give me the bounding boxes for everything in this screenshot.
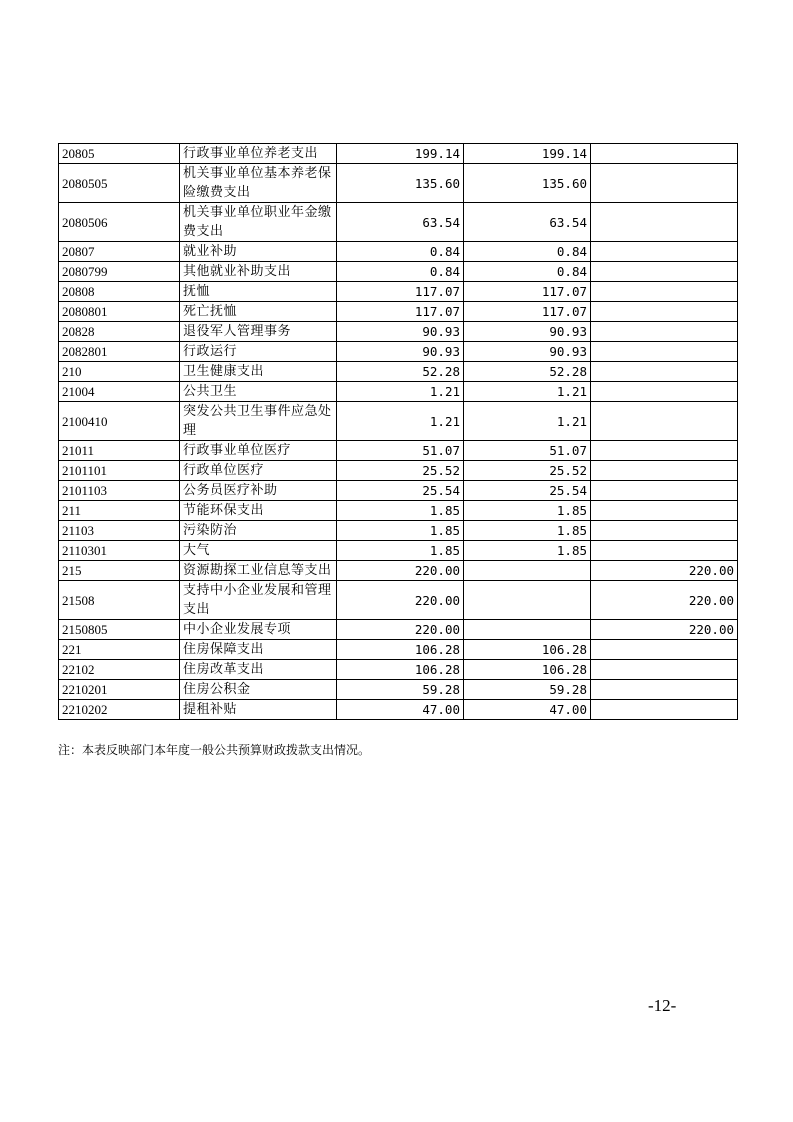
cell-name: 污染防治: [180, 521, 337, 541]
cell-name: 行政事业单位养老支出: [180, 144, 337, 164]
table-row: [59, 242, 738, 262]
cell-name: 住房改革支出: [180, 660, 337, 680]
cell-total: 220.00: [337, 620, 464, 640]
cell-name: 公共卫生: [180, 382, 337, 402]
cell-total: 1.85: [337, 541, 464, 561]
cell-name: 其他就业补助支出: [180, 262, 337, 282]
cell-code: 2150805: [59, 620, 180, 640]
table-row: [59, 680, 738, 700]
cell-code: 20807: [59, 242, 180, 262]
cell-name: 退役军人管理事务: [180, 322, 337, 342]
cell-code: 2100410: [59, 402, 180, 441]
cell-basic: 1.21: [464, 382, 591, 402]
cell-basic: [464, 581, 591, 620]
cell-project: [591, 501, 738, 521]
cell-basic: 0.84: [464, 262, 591, 282]
cell-basic: 117.07: [464, 302, 591, 322]
cell-basic: 1.21: [464, 402, 591, 441]
table-row: [59, 501, 738, 521]
cell-total: 59.28: [337, 680, 464, 700]
cell-name: 死亡抚恤: [180, 302, 337, 322]
cell-name: 住房公积金: [180, 680, 337, 700]
table-row: [59, 441, 738, 461]
cell-code: 21011: [59, 441, 180, 461]
cell-code: 210: [59, 362, 180, 382]
cell-basic: 90.93: [464, 322, 591, 342]
cell-total: 199.14: [337, 144, 464, 164]
table-row: [59, 322, 738, 342]
cell-code: 21508: [59, 581, 180, 620]
cell-project: [591, 481, 738, 501]
budget-table-body: [59, 144, 738, 720]
cell-total: 220.00: [337, 581, 464, 620]
table-row: [59, 660, 738, 680]
cell-code: 2210201: [59, 680, 180, 700]
cell-total: 25.54: [337, 481, 464, 501]
cell-name: 大气: [180, 541, 337, 561]
cell-project: [591, 660, 738, 680]
cell-project: [591, 441, 738, 461]
cell-project: [591, 164, 738, 203]
cell-code: 2210202: [59, 700, 180, 720]
cell-project: [591, 144, 738, 164]
table-row: [59, 144, 738, 164]
cell-basic: 47.00: [464, 700, 591, 720]
table-row: [59, 362, 738, 382]
cell-total: 220.00: [337, 561, 464, 581]
cell-basic: 25.52: [464, 461, 591, 481]
cell-project: [591, 541, 738, 561]
table-row: [59, 581, 738, 620]
table-row: [59, 382, 738, 402]
cell-basic: 25.54: [464, 481, 591, 501]
cell-total: 117.07: [337, 282, 464, 302]
cell-code: 2101101: [59, 461, 180, 481]
table-row: [59, 164, 738, 203]
cell-code: 2110301: [59, 541, 180, 561]
cell-code: 2080799: [59, 262, 180, 282]
cell-project: [591, 700, 738, 720]
cell-name: 提租补贴: [180, 700, 337, 720]
cell-project: 220.00: [591, 620, 738, 640]
page-number: -12-: [648, 996, 677, 1015]
table-row: [59, 640, 738, 660]
cell-code: 2080506: [59, 203, 180, 242]
table-row: [59, 541, 738, 561]
cell-name: 抚恤: [180, 282, 337, 302]
cell-name: 突发公共卫生事件应急处理: [180, 402, 337, 441]
cell-total: 51.07: [337, 441, 464, 461]
cell-total: 117.07: [337, 302, 464, 322]
cell-code: 20828: [59, 322, 180, 342]
cell-name: 节能环保支出: [180, 501, 337, 521]
cell-total: 106.28: [337, 660, 464, 680]
cell-code: 2082801: [59, 342, 180, 362]
cell-basic: 52.28: [464, 362, 591, 382]
cell-name: 机关事业单位职业年金缴费支出: [180, 203, 337, 242]
table-note: 注：本表反映部门本年度一般公共预算财政拨款支出情况。: [58, 743, 371, 757]
table-row: [59, 302, 738, 322]
cell-name: 住房保障支出: [180, 640, 337, 660]
cell-project: 220.00: [591, 561, 738, 581]
budget-table: [58, 143, 738, 720]
cell-project: [591, 680, 738, 700]
cell-project: [591, 203, 738, 242]
table-row: [59, 620, 738, 640]
cell-code: 221: [59, 640, 180, 660]
cell-code: 215: [59, 561, 180, 581]
cell-project: [591, 242, 738, 262]
cell-basic: 51.07: [464, 441, 591, 461]
cell-name: 机关事业单位基本养老保险缴费支出: [180, 164, 337, 203]
cell-code: 2080801: [59, 302, 180, 322]
cell-project: [591, 362, 738, 382]
cell-name: 就业补助: [180, 242, 337, 262]
cell-project: 220.00: [591, 581, 738, 620]
cell-project: [591, 461, 738, 481]
cell-total: 106.28: [337, 640, 464, 660]
cell-project: [591, 322, 738, 342]
cell-name: 公务员医疗补助: [180, 481, 337, 501]
cell-project: [591, 302, 738, 322]
cell-total: 63.54: [337, 203, 464, 242]
cell-name: 中小企业发展专项: [180, 620, 337, 640]
cell-basic: 106.28: [464, 640, 591, 660]
cell-project: [591, 521, 738, 541]
cell-basic: 117.07: [464, 282, 591, 302]
cell-code: 22102: [59, 660, 180, 680]
cell-total: 47.00: [337, 700, 464, 720]
cell-basic: 90.93: [464, 342, 591, 362]
cell-basic: [464, 561, 591, 581]
table-row: [59, 521, 738, 541]
cell-project: [591, 342, 738, 362]
cell-total: 90.93: [337, 322, 464, 342]
cell-code: 211: [59, 501, 180, 521]
cell-basic: 63.54: [464, 203, 591, 242]
cell-project: [591, 402, 738, 441]
cell-basic: 1.85: [464, 541, 591, 561]
cell-basic: 0.84: [464, 242, 591, 262]
cell-basic: 1.85: [464, 501, 591, 521]
cell-total: 0.84: [337, 242, 464, 262]
cell-name: 支持中小企业发展和管理支出: [180, 581, 337, 620]
table-row: [59, 342, 738, 362]
cell-total: 1.85: [337, 521, 464, 541]
cell-total: 52.28: [337, 362, 464, 382]
cell-total: 90.93: [337, 342, 464, 362]
cell-basic: [464, 620, 591, 640]
cell-project: [591, 262, 738, 282]
cell-total: 1.21: [337, 402, 464, 441]
table-row: [59, 461, 738, 481]
cell-basic: 199.14: [464, 144, 591, 164]
cell-basic: 59.28: [464, 680, 591, 700]
cell-project: [591, 640, 738, 660]
cell-total: 1.21: [337, 382, 464, 402]
cell-name: 行政运行: [180, 342, 337, 362]
table-row: [59, 481, 738, 501]
table-row: [59, 700, 738, 720]
table-row: [59, 282, 738, 302]
cell-total: 0.84: [337, 262, 464, 282]
cell-basic: 135.60: [464, 164, 591, 203]
cell-code: 21004: [59, 382, 180, 402]
cell-project: [591, 282, 738, 302]
cell-code: 21103: [59, 521, 180, 541]
cell-code: 2080505: [59, 164, 180, 203]
cell-name: 行政单位医疗: [180, 461, 337, 481]
cell-total: 1.85: [337, 501, 464, 521]
cell-code: 20808: [59, 282, 180, 302]
cell-basic: 1.85: [464, 521, 591, 541]
table-row: [59, 203, 738, 242]
cell-name: 资源勘探工业信息等支出: [180, 561, 337, 581]
cell-total: 25.52: [337, 461, 464, 481]
cell-total: 135.60: [337, 164, 464, 203]
table-row: [59, 402, 738, 441]
table-row: [59, 561, 738, 581]
cell-name: 卫生健康支出: [180, 362, 337, 382]
cell-name: 行政事业单位医疗: [180, 441, 337, 461]
cell-project: [591, 382, 738, 402]
table-row: [59, 262, 738, 282]
cell-code: 20805: [59, 144, 180, 164]
cell-code: 2101103: [59, 481, 180, 501]
cell-basic: 106.28: [464, 660, 591, 680]
